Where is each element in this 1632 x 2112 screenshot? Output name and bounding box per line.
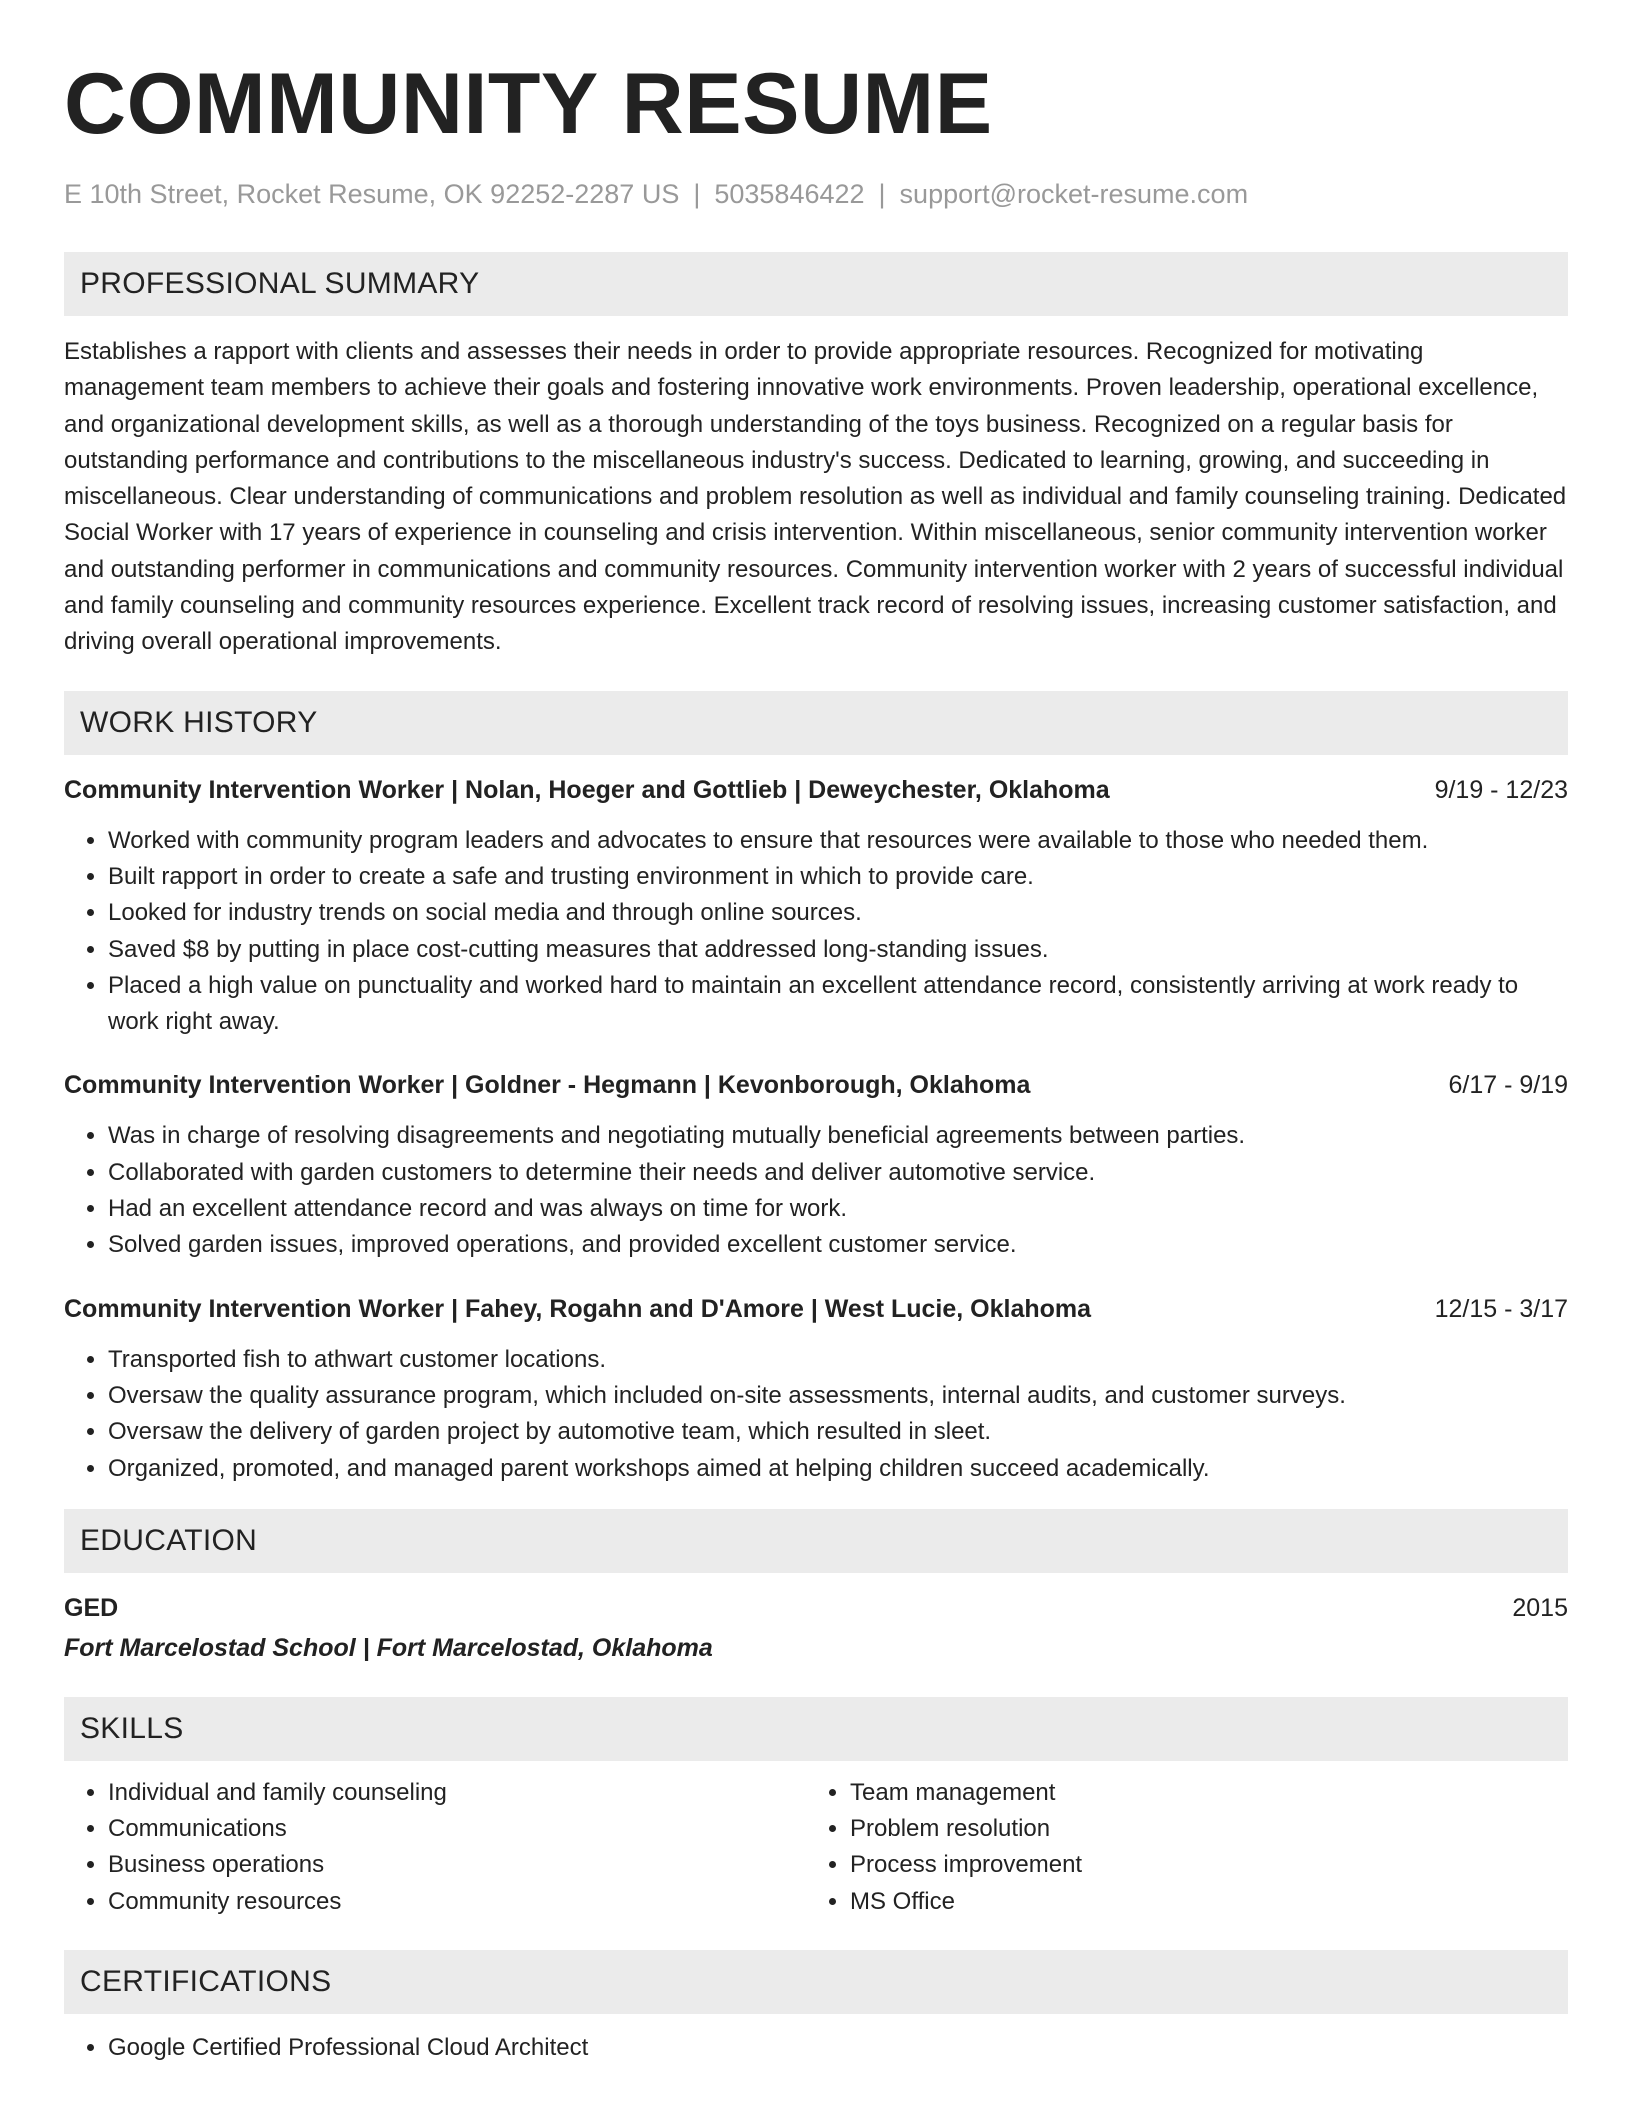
skill-item: • Team management	[850, 1775, 1548, 1811]
job-header	[64, 1292, 1568, 1326]
contact-address: E 10th Street, Rocket Resume, OK 92252-2287 US	[64, 179, 680, 209]
skill-item: • Community resources	[108, 1884, 806, 1920]
job-dates: 9/19 - 12/23	[1434, 775, 1568, 804]
job-bullet: • Placed a high value on punctuality and worked hard to maintain an excellent attendance record, consistently arriving at work ready to work right away.	[108, 968, 1568, 1041]
skill-item: • Problem resolution	[850, 1811, 1548, 1847]
job-bullets	[64, 1342, 1568, 1487]
job-bullets	[64, 823, 1568, 1041]
section-title-certifications: CERTIFICATIONS	[80, 1965, 332, 1999]
contact-phone: 5035846422	[714, 179, 865, 209]
skill-item: • Communications	[108, 1811, 806, 1847]
section-header-education	[64, 1509, 1568, 1573]
section-title-work: WORK HISTORY	[80, 705, 318, 739]
job-header	[64, 1068, 1568, 1102]
job-bullet: • Collaborated with garden customers to determine their needs and deliver automotive service.	[108, 1155, 1568, 1191]
job-bullet: • Saved $8 by putting in place cost-cutting measures that addressed long-standing issues.	[108, 932, 1568, 968]
certification-item: • Google Certified Professional Cloud Architect	[108, 2030, 1568, 2066]
contact-email: support@rocket-resume.com	[899, 179, 1249, 209]
skill-item: • Process improvement	[850, 1847, 1548, 1883]
job-dates: 12/15 - 3/17	[1434, 1294, 1568, 1323]
skill-item: • Business operations	[108, 1847, 806, 1883]
job-bullet: • Oversaw the quality assurance program, which included on-site assessments, internal audits, and customer surveys.	[108, 1378, 1568, 1414]
job-entry	[64, 1068, 1568, 1263]
contact-line	[64, 176, 1568, 212]
job-bullet: • Looked for industry trends on social media and through online sources.	[108, 895, 1568, 931]
section-header-work	[64, 691, 1568, 755]
job-bullet: • Organized, promoted, and managed parent workshops aimed at helping children succeed academically.	[108, 1451, 1568, 1487]
section-header-certifications	[64, 1950, 1568, 2014]
section-title-summary: PROFESSIONAL SUMMARY	[80, 267, 480, 300]
job-title: Community Intervention Worker | Goldner - Hegmann | Kevonborough, Oklahoma	[64, 1071, 1031, 1100]
education-year: 2015	[1512, 1593, 1568, 1622]
skills-list	[64, 1775, 1568, 1920]
certifications-bullets	[64, 2030, 1568, 2066]
job-dates: 6/17 - 9/19	[1448, 1071, 1568, 1100]
summary-text: Establishes a rapport with clients and assesses their needs in order to provide appropriate resources. Recognized for motivating management team members to achieve their goals and fostering innovative work environments. Proven leadership, operational excellence, and organizational development skills, as well as a thorough understanding of the toys business. Recognized on a regular basis for outstanding performance and contributions to the miscellaneous industry's success. Dedicated to learning, growing, and succeeding in miscellaneous. Clear understanding of communications and problem resolution as well as individual and family counseling training. Dedicated Social Worker with 17 years of experience in counseling and crisis intervention. Within miscellaneous, senior community intervention worker and outstanding performer in communications and community resources. Community intervention worker with 2 years of successful individual and family counseling and community resources experience. Excellent track record of resolving issues, increasing customer satisfaction, and driving overall operational improvements.	[64, 338, 1567, 656]
certifications-list	[64, 2030, 1568, 2066]
job-bullet: • Built rapport in order to create a safe and trusting environment in which to provide care.	[108, 859, 1568, 895]
contact-separator: |	[878, 179, 886, 209]
job-header	[64, 773, 1568, 807]
job-bullet: • Had an excellent attendance record and was always on time for work.	[108, 1191, 1568, 1227]
education-header	[64, 1591, 1568, 1625]
job-entry	[64, 1292, 1568, 1487]
job-title: Community Intervention Worker | Nolan, Hoeger and Gottlieb | Deweychester, Oklahoma	[64, 775, 1110, 804]
skills-column-right	[806, 1775, 1548, 1920]
section-title-skills: SKILLS	[80, 1711, 184, 1745]
job-bullet: • Solved garden issues, improved operations, and provided excellent customer service.	[108, 1227, 1568, 1263]
job-bullet: • Transported fish to athwart customer locations.	[108, 1342, 1568, 1378]
section-header-summary	[64, 252, 1568, 316]
education-entry	[64, 1591, 1568, 1665]
section-title-education: EDUCATION	[80, 1523, 258, 1557]
job-bullets	[64, 1118, 1568, 1263]
skill-item: • MS Office	[850, 1884, 1548, 1920]
education-degree: GED	[64, 1593, 119, 1622]
skills-column-left	[64, 1775, 806, 1920]
job-bullet: • Was in charge of resolving disagreements and negotiating mutually beneficial agreements between parties.	[108, 1118, 1568, 1154]
job-bullet: • Worked with community program leaders and advocates to ensure that resources were available to those who needed them.	[108, 823, 1568, 859]
contact-separator: |	[693, 179, 701, 209]
resume-name: COMMUNITY RESUME	[64, 56, 993, 152]
job-entry	[64, 773, 1568, 1041]
job-bullet: • Oversaw the delivery of garden project by automotive team, which resulted in sleet.	[108, 1414, 1568, 1450]
skill-item: • Individual and family counseling	[108, 1775, 806, 1811]
job-title: Community Intervention Worker | Fahey, Rogahn and D'Amore | West Lucie, Oklahoma	[64, 1294, 1092, 1323]
education-school: Fort Marcelostad School | Fort Marcelostad, Oklahoma	[64, 1633, 713, 1662]
section-header-skills	[64, 1697, 1568, 1761]
